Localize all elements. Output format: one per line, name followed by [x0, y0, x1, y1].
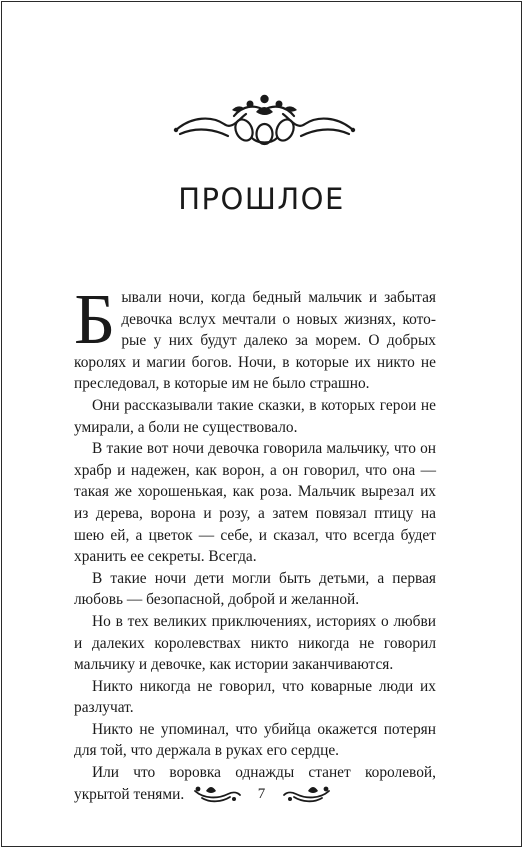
chapter-title: ПРОШЛОЕ — [178, 182, 345, 216]
paragraph-text: ывали ночи, когда бедный мальчик и забытая девочка вслух мечтали о новых жизнях, которые у них будут далеко за морем. О добрых королях и магии богов. Ночи, в которые их никто не преследовал, в которые им не было страшно. — [74, 289, 436, 393]
paragraph: Никто никогда не говорил, что коварные люди их разлучат. — [74, 677, 436, 717]
drop-cap: Б — [74, 279, 116, 359]
page-footer — [2, 780, 521, 808]
paragraph: Никто не упоминал, что убийца окажется потерян для той, что держала в руках его сердце. — [74, 720, 436, 760]
paragraph — [74, 279, 436, 395]
floral-flourish-right-icon — [282, 783, 332, 805]
paragraph: Или что воровка однажды станет королевой, укрытой тенями. — [74, 764, 436, 803]
floral-flourish-left-icon — [192, 783, 242, 805]
chapter-body — [74, 279, 436, 805]
page-number: 7 — [257, 785, 266, 802]
paragraph: Но в тех великих приключениях, историях о любви и далеких королевствах никто никогда не говорил мальчику и девочке, как истории заканчиваются. — [74, 612, 436, 674]
book-page — [1, 1, 522, 847]
paragraph: Они рассказывали такие сказки, в которых герои не умирали, а боли не существовало. — [74, 396, 436, 436]
floral-ornament-icon — [172, 90, 357, 148]
paragraph: В такие ночи дети могли быть детьми, а первая любовь — безопасной, доброй и желанной. — [74, 569, 436, 609]
paragraph: В такие вот ночи девочка говорила мальчику, что он храбр и надежен, как ворон, а он говорил, что она — такая же хорошенькая, как роза. Мальчик вырезал их из дерева, ворона и розу, а затем повязал птицу на шею ей, а цветок — себе, и сказал, что всегда будет хранить ее секреты. Всегда. — [74, 440, 436, 566]
